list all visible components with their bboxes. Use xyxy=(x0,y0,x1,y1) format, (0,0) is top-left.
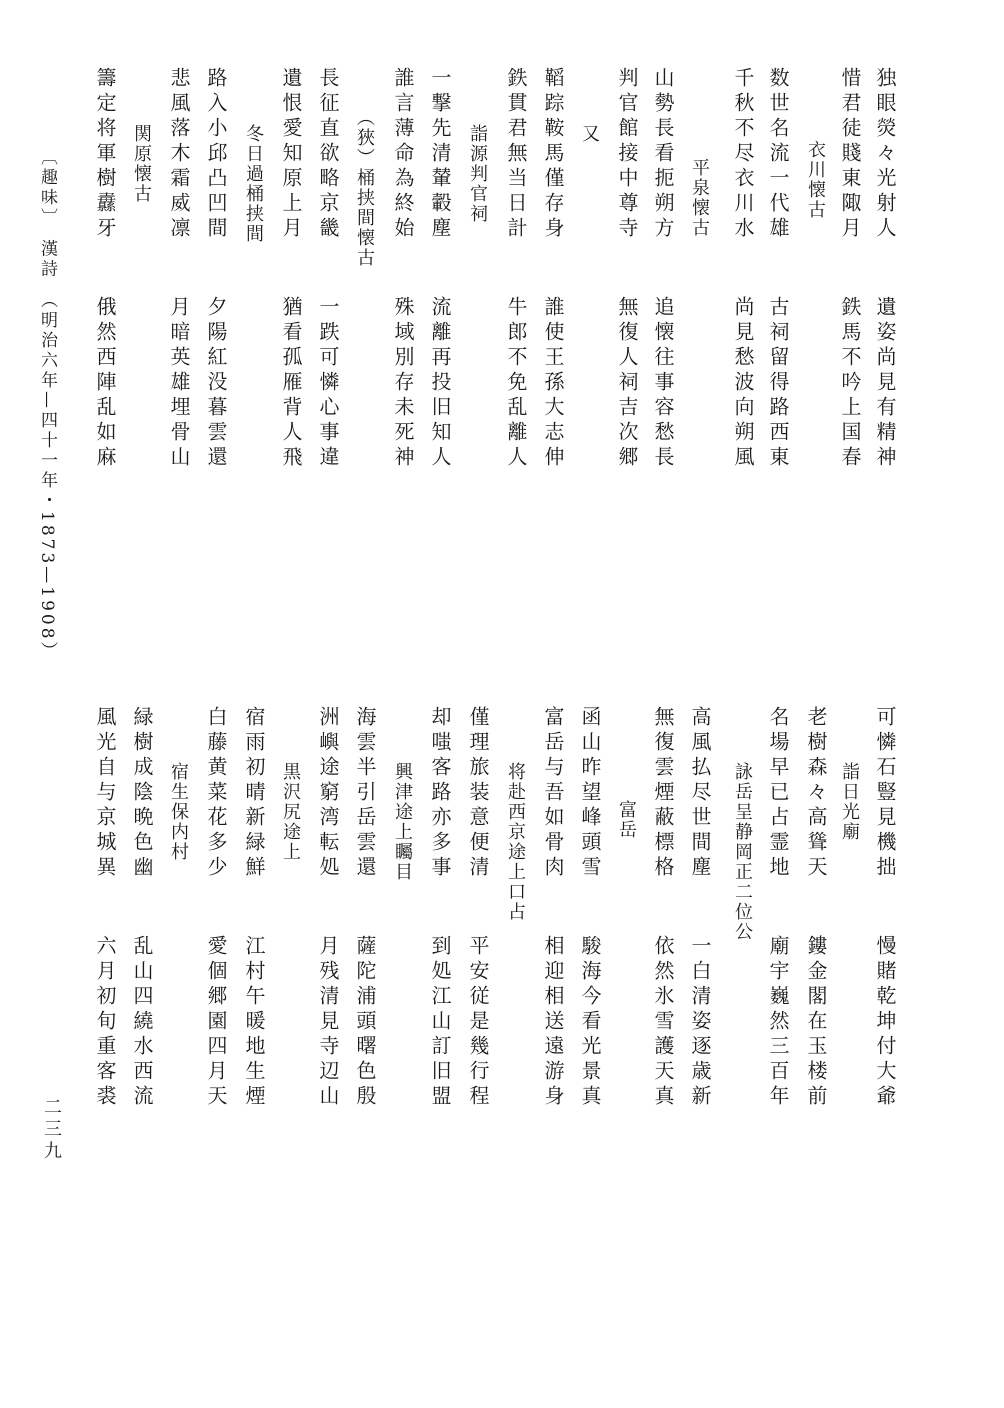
poem-title: 富岳 xyxy=(616,800,637,840)
verse-line: 乱山四繞水西流 xyxy=(130,935,154,1110)
verse-line: 海雲半引岳雲還 xyxy=(353,706,377,881)
running-header: 〔趣味〕 漢詩 （明治六年—四十一年・1873—1908） xyxy=(37,148,57,662)
verse-line: 判官館接中尊寺 xyxy=(615,67,639,242)
verse-line: 誰言薄命為終始 xyxy=(391,67,415,242)
verse-line: 数世名流一代雄 xyxy=(766,67,790,242)
poem-title: 黒沢尻途上 xyxy=(280,762,301,862)
verse-line: 月暗英雄埋骨山 xyxy=(167,296,191,471)
verse-line: 悲風落木霜威凛 xyxy=(167,67,191,242)
verse-line: 一白清姿逐歳新 xyxy=(688,935,712,1110)
verse-line: 俄然西陣乱如麻 xyxy=(93,296,117,471)
verse-line: 鉄馬不吟上国春 xyxy=(838,296,862,471)
verse-line: 遺恨愛知原上月 xyxy=(279,67,303,242)
verse-line: 一跌可憐心事違 xyxy=(316,296,340,471)
page-number: 二三九 xyxy=(41,1097,62,1163)
verse-line: 宿雨初晴新緑鮮 xyxy=(242,706,266,881)
verse-line: 鉄貫君無当日計 xyxy=(504,67,528,242)
verse-line: 相迎相送遠游身 xyxy=(541,935,565,1110)
poem-title: 宿生保内村 xyxy=(168,762,189,862)
verse-line: 風光自与京城異 xyxy=(93,706,117,881)
verse-line: 無復人祠吉次郷 xyxy=(615,296,639,471)
verse-line: 六月初旬重客裘 xyxy=(93,935,117,1110)
verse-line: 白藤黄菜花多少 xyxy=(204,706,228,881)
poem-title: 詠岳呈静岡正二位公 xyxy=(732,762,753,942)
verse-line: 追懐往事容愁長 xyxy=(651,296,675,471)
verse-line: 可憐石豎見機拙 xyxy=(873,706,897,881)
verse-line: 長征直欲略京畿 xyxy=(316,67,340,242)
verse-line: 路入小邱凸凹間 xyxy=(204,67,228,242)
poem-title: 将赴西京途上口占 xyxy=(505,762,526,922)
verse-line: 洲嶼途窮湾転処 xyxy=(316,706,340,881)
verse-line: 山勢長看扼朔方 xyxy=(651,67,675,242)
poem-title: 衣川懐古 xyxy=(805,140,826,220)
verse-line: 薩陀浦頭曙色殷 xyxy=(353,935,377,1110)
poem-title: 平泉懐古 xyxy=(689,158,710,238)
verse-line: 牛郎不免乱離人 xyxy=(504,296,528,471)
poem-title: 又 xyxy=(579,124,600,144)
poem-title: 詣源判官祠 xyxy=(467,124,488,224)
poem-title: 関原懐古 xyxy=(131,124,152,204)
poem-title: 冬日過桶挟間 xyxy=(243,124,264,244)
verse-line: 僅理旅装意便清 xyxy=(466,706,490,881)
verse-line: 愛個郷園四月天 xyxy=(204,935,228,1110)
verse-line: 千秋不尽衣川水 xyxy=(731,67,755,242)
verse-line: 鞱踪鞍馬僅存身 xyxy=(541,67,565,242)
verse-line: 慢賭乾坤付大爺 xyxy=(873,935,897,1110)
verse-line: 流離再投旧知人 xyxy=(428,296,452,471)
verse-line: 平安従是幾行程 xyxy=(466,935,490,1110)
verse-line: 月残清見寺辺山 xyxy=(316,935,340,1110)
verse-line: 富岳与吾如骨肉 xyxy=(541,706,565,881)
verse-line: 依然氷雪護天真 xyxy=(651,935,675,1110)
verse-line: 尚見愁波向朔風 xyxy=(731,296,755,471)
verse-line: 駿海今看光景真 xyxy=(578,935,602,1110)
verse-line: 却嗤客路亦多事 xyxy=(428,706,452,881)
poem-title: （狹）桶挟間懐古 xyxy=(354,108,375,268)
verse-line: 緑樹成陰晩色幽 xyxy=(130,706,154,881)
verse-line: 誰使王孫大志伸 xyxy=(541,296,565,471)
verse-line: 廟宇巍然三百年 xyxy=(766,935,790,1110)
verse-line: 到処江山訂旧盟 xyxy=(428,935,452,1110)
poem-title: 詣日光廟 xyxy=(839,762,860,842)
verse-line: 殊域別存未死神 xyxy=(391,296,415,471)
verse-line: 猶看孤雁背人飛 xyxy=(279,296,303,471)
verse-line: 古祠留得路西東 xyxy=(766,296,790,471)
verse-line: 無復雲煙蔽標格 xyxy=(651,706,675,881)
verse-line: 函山昨望峰頭雪 xyxy=(578,706,602,881)
verse-line: 鏤金閣在玉楼前 xyxy=(804,935,828,1110)
verse-line: 遺姿尚見有精神 xyxy=(873,296,897,471)
verse-line: 夕陽紅没暮雲還 xyxy=(204,296,228,471)
verse-line: 独眼熒々光射人 xyxy=(873,67,897,242)
verse-line: 名場早已占霊地 xyxy=(766,706,790,881)
poem-title: 興津途上矚目 xyxy=(392,762,413,882)
verse-line: 高風払尽世間塵 xyxy=(688,706,712,881)
verse-line: 老樹森々高聳天 xyxy=(804,706,828,881)
verse-line: 一撃先清輦轂塵 xyxy=(428,67,452,242)
verse-line: 惜君徒賤東陬月 xyxy=(838,67,862,242)
verse-line: 籌定将軍樹纛牙 xyxy=(93,67,117,242)
verse-line: 江村午暖地生煙 xyxy=(242,935,266,1110)
